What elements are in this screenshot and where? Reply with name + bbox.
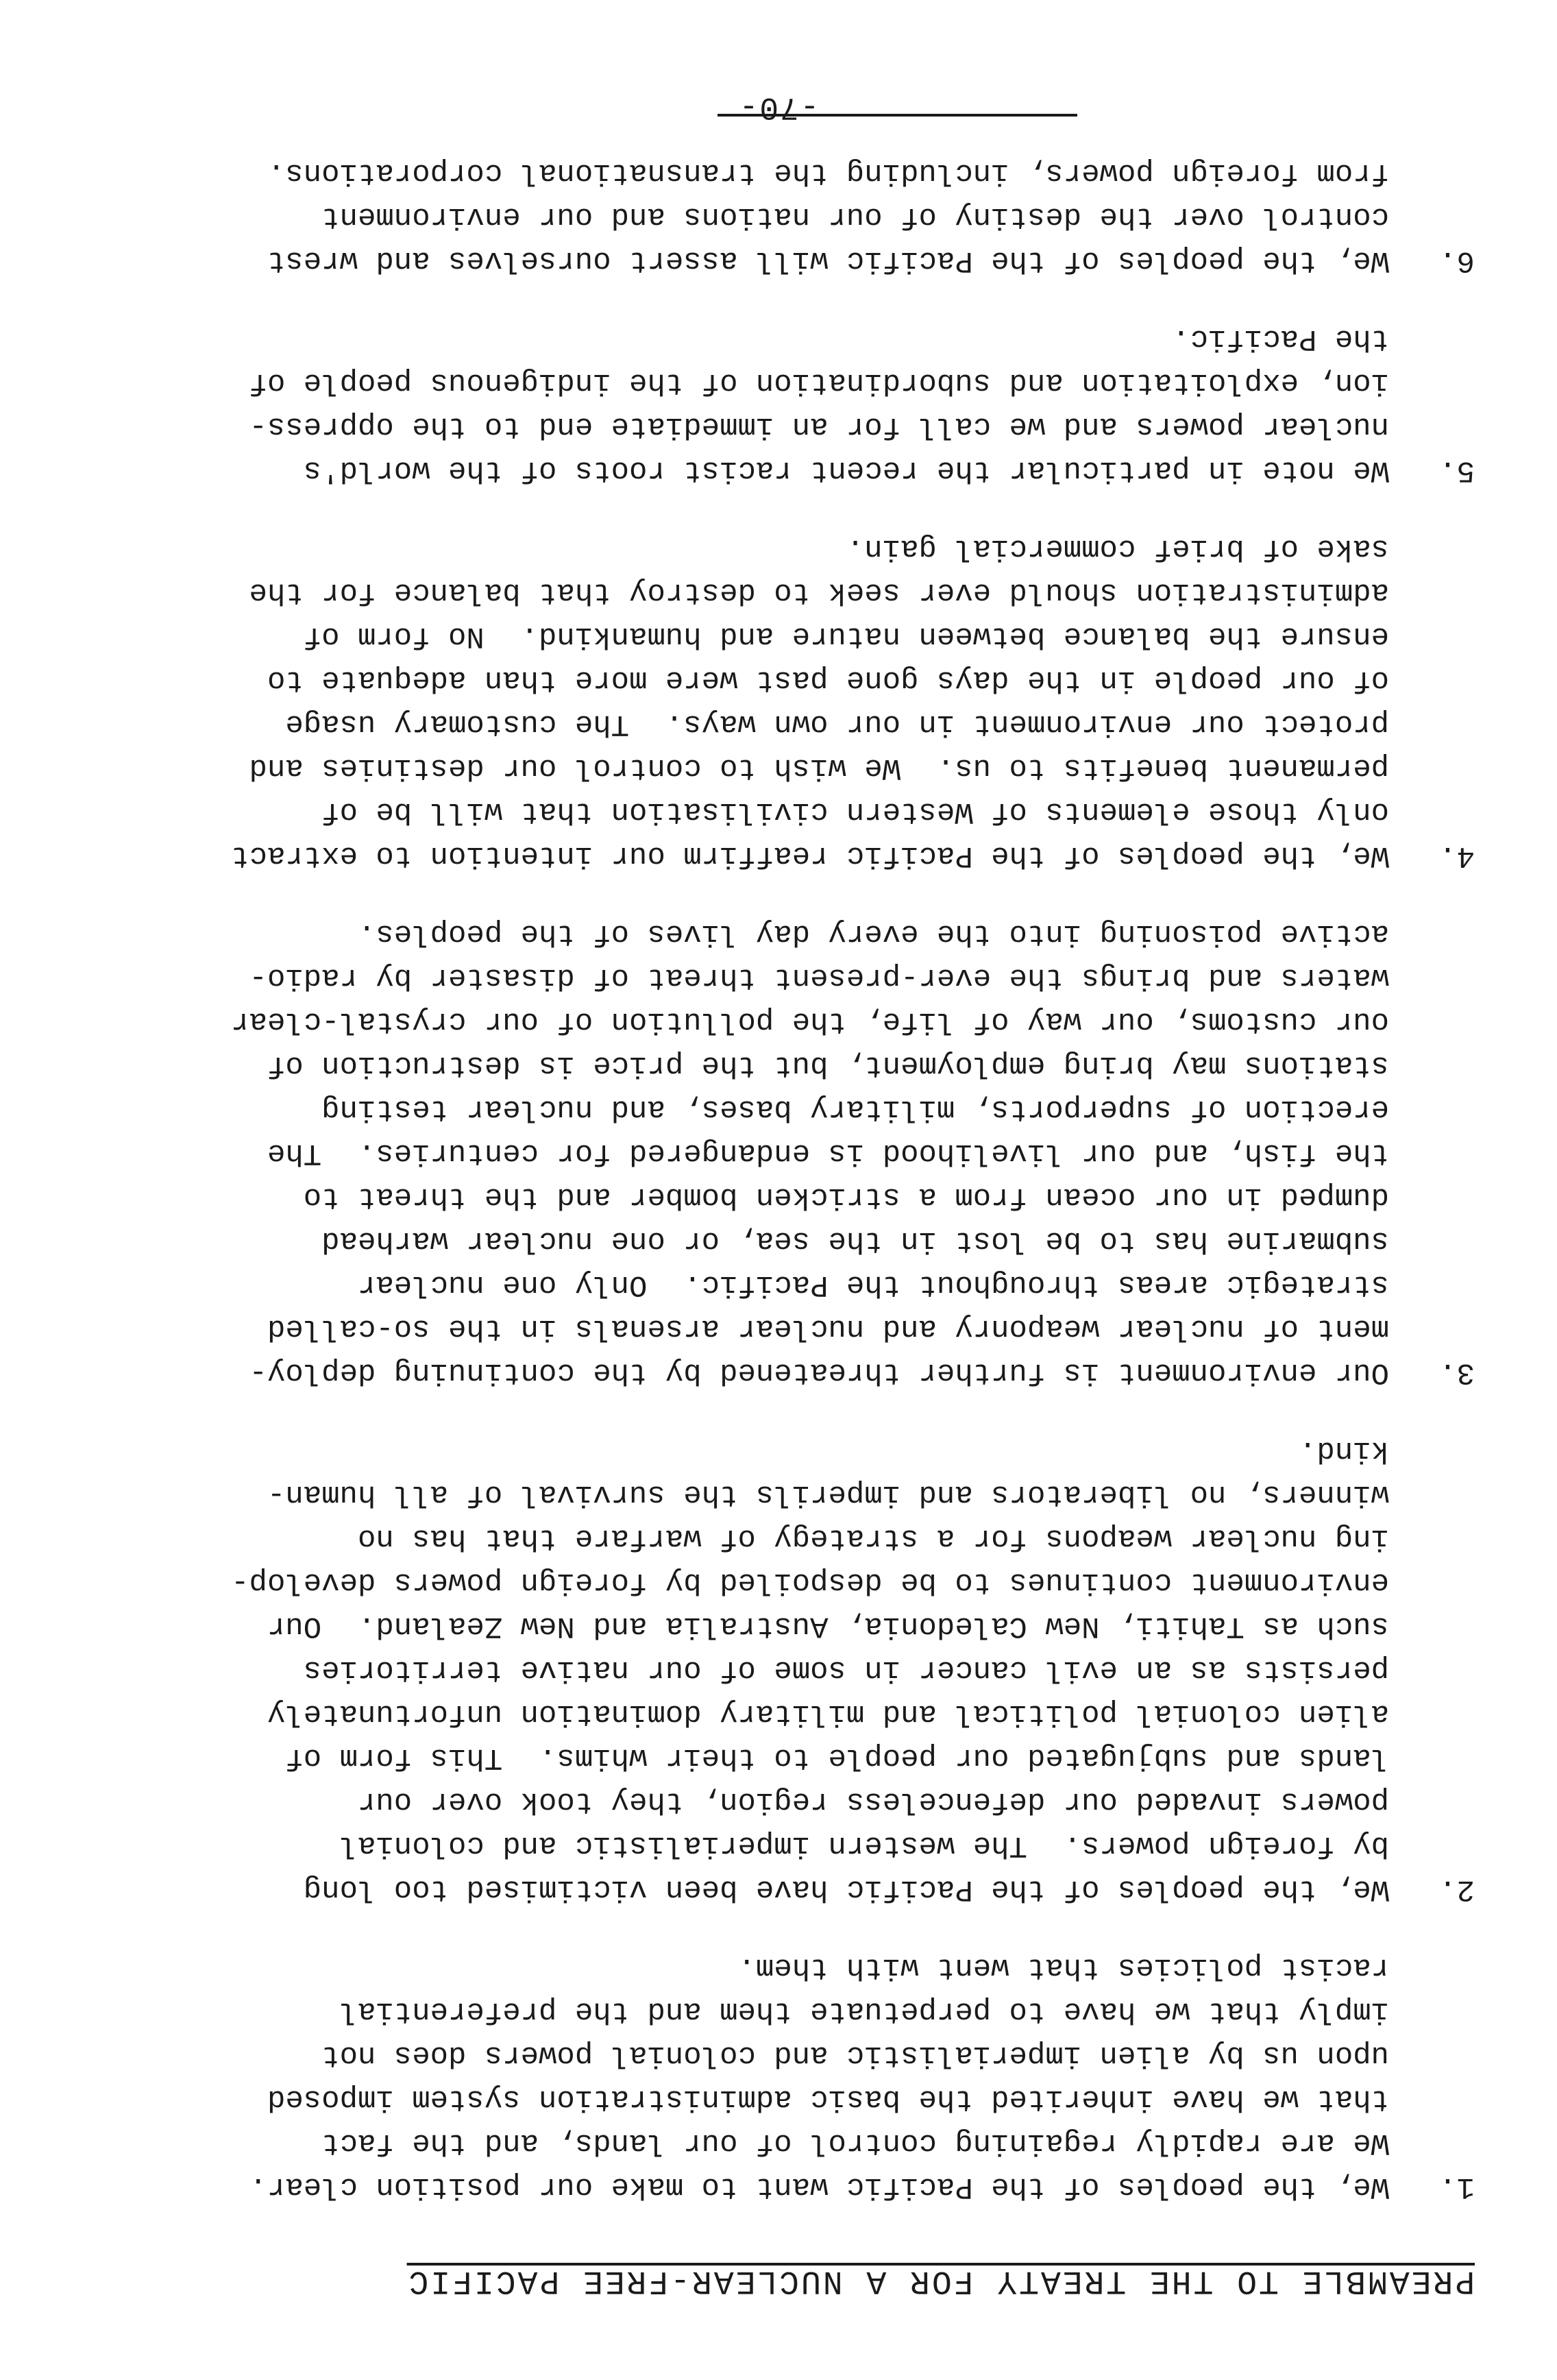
paragraph-number: 3. bbox=[1438, 1355, 1475, 1389]
paragraph-text bbox=[70, 526, 1389, 877]
text-line: ion, exploitation and subordination of the indigenous people of bbox=[249, 365, 1389, 400]
text-line: ensure the balance between nature and humankind. No form of bbox=[303, 619, 1389, 653]
text-line: by foreign powers. The western imperialistic and colonial bbox=[339, 1828, 1389, 1862]
text-line: imply that we have to perpetuate them and the preferential bbox=[339, 1994, 1389, 2028]
text-line: active poisoning into the every day lives of the peoples. bbox=[357, 916, 1389, 951]
text-line: of our people in the days gone past were more than adequate to bbox=[267, 663, 1389, 697]
text-line: only those elements of Western civilisation that will be of bbox=[321, 794, 1389, 829]
paragraph-number: 5. bbox=[1438, 453, 1475, 487]
document-title: PREAMBLE TO THE TREATY FOR A NUCLEAR-FREE PACIFIC bbox=[406, 2262, 1475, 2299]
text-line: persists as an evil cancer in some of our native territories bbox=[303, 1653, 1389, 1687]
text-line: permanent benefits to us. We wish to control our destinies and bbox=[249, 751, 1389, 785]
text-line: that we have inherited the basic administration system imposed bbox=[267, 2082, 1389, 2116]
text-line: the fish, and our livelihood is endangered for centuries. The bbox=[267, 1136, 1389, 1170]
paragraph-text bbox=[70, 1945, 1389, 2209]
text-line: upon us by alien imperialistic and colonial powers does not bbox=[321, 2038, 1389, 2072]
numbered-paragraph bbox=[70, 1429, 1475, 1911]
document-body bbox=[70, 114, 1475, 2299]
text-line: environment continues to be despoiled by foreign powers develop- bbox=[231, 1565, 1389, 1599]
text-line: our customs, our way of life, the pollution of our crystal-clear bbox=[231, 1004, 1389, 1039]
text-line: strategic areas throughout the Pacific. Only one nuclear bbox=[357, 1267, 1389, 1302]
text-line: from foreign powers, including the transnational corporations. bbox=[267, 156, 1389, 190]
text-line: waters and brings the ever-present threat of disaster by radio- bbox=[249, 960, 1389, 995]
text-line: lands and subjugated our people to their whims. This form of bbox=[285, 1740, 1389, 1775]
text-line: winners, no liberators and imperils the survival of all human- bbox=[267, 1477, 1389, 1511]
text-line: administration should ever seek to destroy that balance for the bbox=[249, 575, 1389, 609]
text-line: racist policies that went with them. bbox=[737, 1950, 1389, 1984]
paragraph-text bbox=[70, 317, 1389, 492]
text-line: nuclear powers and we call for an immediate end to the oppress- bbox=[249, 409, 1389, 444]
numbered-paragraph bbox=[70, 1945, 1475, 2209]
text-line: erection of superports, military bases, and nuclear testing bbox=[321, 1092, 1389, 1126]
paragraph-number: 2. bbox=[1438, 1872, 1475, 1906]
text-line: protect our environment in our own ways. The customary usage bbox=[285, 707, 1389, 741]
numbered-paragraph bbox=[70, 912, 1475, 1394]
text-line: ment of nuclear weaponry and nuclear arsenals in the so-called bbox=[267, 1311, 1389, 1346]
text-line: submarine has to be lost in the sea, or one nuclear warhead bbox=[321, 1224, 1389, 1258]
text-line: We, the peoples of the Pacific reaffirm our intention to extract bbox=[231, 838, 1389, 873]
numbered-paragraph bbox=[70, 151, 1475, 282]
text-line: kind. bbox=[1298, 1433, 1389, 1468]
numbered-paragraph bbox=[70, 317, 1475, 492]
text-line: We, the peoples of the Pacific will assert ourselves and wrest bbox=[267, 243, 1389, 278]
numbered-paragraph bbox=[70, 526, 1475, 877]
text-line: We, the peoples of the Pacific have been victimised too long bbox=[303, 1872, 1389, 1906]
paragraph-text bbox=[70, 912, 1389, 1394]
text-line: Our environment is further threatened by the continuing deploy- bbox=[249, 1355, 1389, 1389]
page-number: -70- bbox=[737, 89, 820, 125]
text-line: We are rapidly regaining control of our lands, and the fact bbox=[321, 2126, 1389, 2160]
paragraph-text bbox=[70, 1429, 1389, 1911]
text-line: sake of brief commercial gain. bbox=[846, 531, 1389, 566]
text-line: powers invaded our defenceless region, they took over our bbox=[357, 1784, 1389, 1819]
text-line: ing nuclear weapons for a strategy of warfare that has no bbox=[357, 1521, 1389, 1555]
text-line: We, the peoples of the Pacific want to make our position clear. bbox=[249, 2170, 1389, 2204]
paragraph-text bbox=[70, 151, 1389, 282]
text-line: such as Tahiti, New Caledonia, Australia and New Zealand. Our bbox=[267, 1609, 1389, 1643]
text-line: alien colonial political and military domination unfortunately bbox=[267, 1697, 1389, 1731]
paragraph-number: 6. bbox=[1438, 243, 1475, 278]
text-line: dumped in our ocean from a stricken bomber and the threat to bbox=[303, 1180, 1389, 1214]
paragraph-number: 4. bbox=[1438, 838, 1475, 873]
text-line: the Pacific. bbox=[1172, 321, 1389, 356]
paragraph-number: 1. bbox=[1438, 2170, 1475, 2204]
text-line: control over the destiny of our nations and our environment bbox=[321, 199, 1389, 234]
text-line: We note in particular the recent racist roots of the world's bbox=[303, 453, 1389, 487]
text-line: stations may bring employment, but the price is destruction of bbox=[267, 1048, 1389, 1082]
paragraph-list bbox=[70, 151, 1475, 2209]
